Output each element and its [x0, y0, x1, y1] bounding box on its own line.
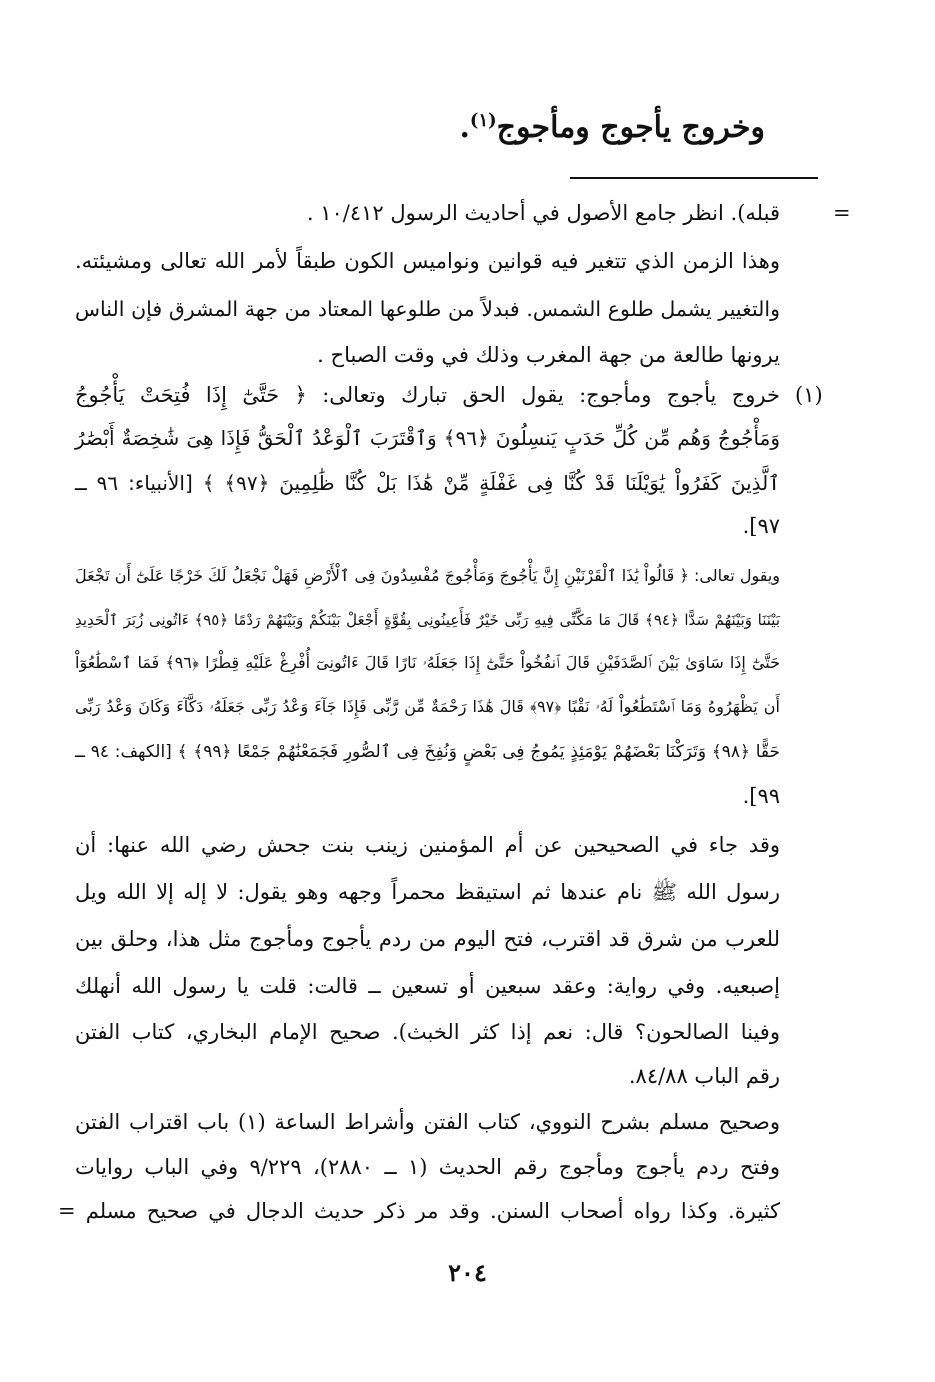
hadith-line-6: رقم الباب ٨٤/٨٨. [628, 1064, 780, 1088]
main-text-end: . [459, 110, 470, 145]
hadith-line-5: وفينا الصالحون؟ قال: نعم إذا كثر الخبث). صحيح الإمام البخاري، كتاب الفتن [75, 1020, 780, 1044]
hadith-line-3: للعرب من شرق قد اقترب، فتح اليوم من ردم يأجوج ومأجوج مثل هذا، وحلق بين [75, 927, 780, 951]
continuation-line-1: قبله). انظر جامع الأصول في أحاديث الرسول ١٠/٤١٢ . [306, 201, 780, 225]
footnote-label: (١) [795, 383, 823, 407]
kahf-line-1: ويقول تعالى: ﴿ قَالُواْ يَٰذَا ٱلْقَرْنَيْنِ إِنَّ يَأْجُوجَ وَمَأْجُوجَ مُفْسِدُونَ فِى ٱلْأَرْضِ فَهَلْ نَجْعَلُ لَكَ خَرْجًا عَلَىٰٓ أَن تَجْعَلَ [75, 566, 780, 585]
footnote-separator [570, 177, 818, 179]
continuation-marker: = [833, 201, 851, 225]
kahf-line-5: حَقًّا ﴿٩٨﴾ وَتَرَكْنَا بَعْضَهُمْ يَوْمَئِذٍ يَمُوجُ فِى بَعْضٍ وَنُفِخَ فِى ٱلصُّورِ فَجَمَعْنَٰهُمْ جَمْعًا ﴿٩٩﴾ ﴾ [الكهف: ٩٤ ــ [75, 742, 781, 762]
kahf-line-2: بَيْنَنَا وَبَيْنَهُمْ سَدًّا ﴿٩٤﴾ قَالَ مَا مَكَّنِّى فِيهِ رَبِّى خَيْرٌ فَأَعِينُونِى بِقُوَّةٍ أَجْعَلْ بَيْنَكُمْ وَبَيْنَهُمْ رَدْمًا ﴿٩٥﴾ ءَاتُونِى زُبَرَ ٱلْحَدِيدِ [75, 611, 781, 629]
hadith-line-2: رسول الله ﷺ نام عندها ثم استيقظ محمراً وجهه وهو يقول: لا إله إلا الله ويل [75, 880, 780, 904]
footnote-quran-line-2: وَمَأْجُوجُ وَهُم مِّن كُلِّ حَدَبٍ يَنسِلُونَ ﴿٩٦﴾ وَٱقْتَرَبَ ٱلْوَعْدُ ٱلْحَقُّ فَإِذَا هِىَ شَٰخِصَةٌ أَبْصَٰرُ [75, 426, 781, 450]
kahf-line-4: أَن يَظْهَرُوهُ وَمَا ٱسْتَطَٰعُواْ لَهُۥ نَقْبًا ﴿٩٧﴾ قَالَ هَٰذَا رَحْمَةٌ مِّن رَّبِّى فَإِذَا جَآءَ وَعْدُ رَبِّى جَعَلَهُۥ دَكَّآءَ وَكَانَ وَعْدُ رَبِّى [75, 697, 780, 716]
footnote-reference: (١) [469, 110, 497, 131]
continuation-line-4: يرونها طالعة من جهة المغرب وذلك في وقت الصباح . [317, 343, 780, 367]
continuation-line-2: وهذا الزمن الذي تتغير فيه قوانين ونواميس الكون طبقاً لأمر الله تعالى ومشيئته. [75, 249, 780, 273]
muslim-line-3: كثيرة. وكذا رواه أصحاب السنن. وقد مر ذكر حديث الدجال في صحيح مسلم = [58, 1199, 780, 1223]
kahf-line-6: ٩٩]. [742, 784, 780, 808]
hadith-line-1: وقد جاء في الصحيحين عن أم المؤمنين زينب بنت جحش رضي الله عنها: أن [75, 833, 780, 857]
footnote-line-1: خروج يأجوج ومأجوج: يقول الحق تبارك وتعالى: ﴿ حَتَّىٰٓ إِذَا فُتِحَتْ يَأْجُوجُ [75, 383, 780, 407]
page-number: ٢٠٤ [448, 1258, 487, 1287]
main-text: وخروج يأجوج ومأجوج [496, 110, 765, 145]
main-text-line [459, 110, 765, 145]
kahf-line-3: حَتَّىٰٓ إِذَا سَاوَىٰ بَيْنَ ٱلصَّدَفَيْنِ قَالَ ٱنفُخُواْ حَتَّىٰٓ إِذَا جَعَلَهُۥ نَارًا قَالَ ءَاتُونِىٓ أُفْرِغْ عَلَيْهِ قِطْرًا ﴿٩٦﴾ فَمَا ٱسْطَٰعُوٓاْ [75, 653, 781, 672]
muslim-line-1: وصحيح مسلم بشرح النووي، كتاب الفتن وأشراط الساعة (١) باب اقتراب الفتن [75, 1110, 781, 1134]
muslim-line-2: وفتح ردم يأجوج ومأجوج رقم الحديث (١ ــ ٢٨٨٠)، ٩/٢٢٩ وفي الباب روايات [75, 1155, 781, 1179]
footnote-quran-line-3: ٱلَّذِينَ كَفَرُواْ يَٰوَيْلَنَا قَدْ كُنَّا فِى غَفْلَةٍ مِّنْ هَٰذَا بَلْ كُنَّا ظَٰلِمِينَ ﴿٩٧﴾ ﴾ [الأنبياء: ٩٦ ــ [75, 471, 780, 495]
continuation-line-3: والتغيير يشمل طلوع الشمس. فبدلاً من طلوعها المعتاد من جهة المشرق فإن الناس [75, 297, 780, 321]
footnote-line-4: ٩٧]. [742, 514, 780, 538]
hadith-line-4: إصبعيه. وفي رواية: وعقد سبعين أو تسعين ــ قالت: قلت يا رسول الله أنهلك [75, 974, 780, 998]
